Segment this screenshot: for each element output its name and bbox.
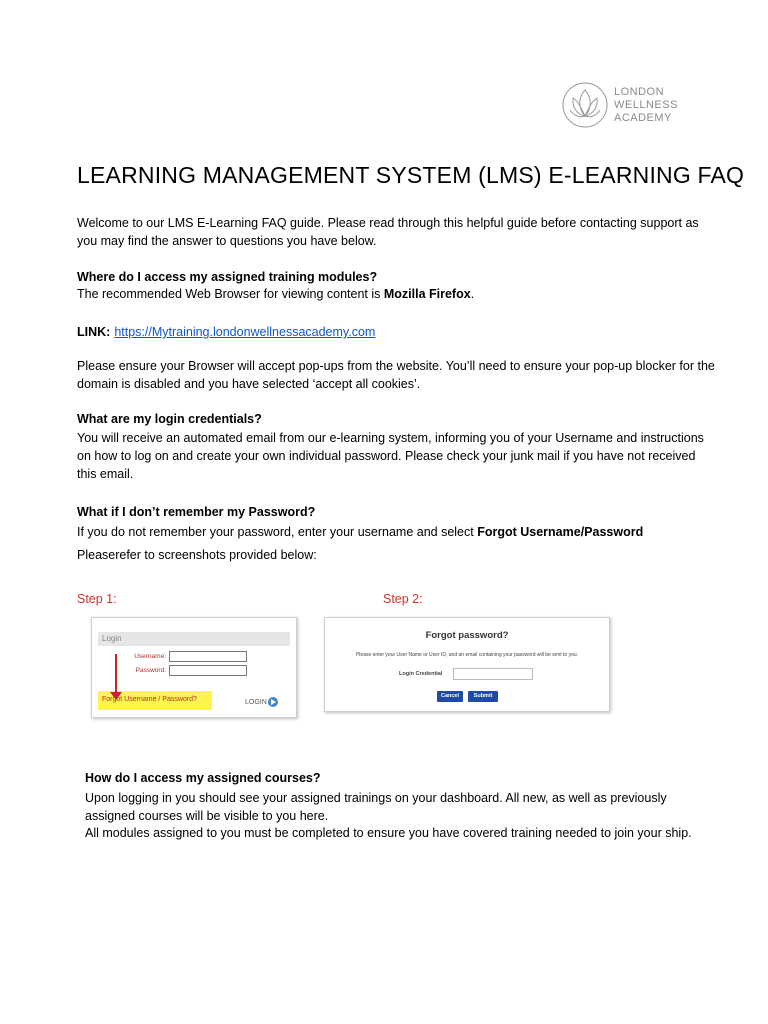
page-title: LEARNING MANAGEMENT SYSTEM (LMS) E-LEARNING FAQ [77, 162, 745, 188]
red-arrow-icon [115, 654, 117, 694]
london-wellness-academy-logo [560, 80, 680, 130]
credentials-heading: What are my login credentials? [77, 412, 262, 426]
password-field [169, 665, 247, 676]
training-site-link[interactable]: https://Mytraining.londonwellnessacademy.com [114, 325, 376, 339]
forgot-instruction: Please enter your User Name or User ID, and an email containing your password will be sent to you. [355, 652, 579, 658]
access-heading: Where do I access my assigned training modules? [77, 270, 378, 284]
lotus-icon [560, 80, 610, 130]
logo-line: ACADEMY [614, 112, 672, 124]
access-text-end: . [470, 287, 475, 301]
intro-paragraph: Welcome to our LMS E-Learning FAQ guide. Please read through this helpful guide before contacting support as you may find the answer to questions you have below. [77, 216, 699, 248]
username-label: Username: [134, 653, 166, 660]
password-paragraph [77, 523, 717, 541]
arrow-head-icon [110, 692, 122, 700]
login-screenshot [91, 617, 297, 718]
courses-paragraph-1: Upon logging in you should see your assigned trainings on your dashboard. All new, as well as previously assigned courses will be visible to you here. [85, 791, 667, 823]
login-arrow-icon [268, 697, 278, 707]
forgot-password-screenshot [324, 617, 610, 712]
popups-paragraph: Please ensure your Browser will accept pop-ups from the website. You’ll need to ensure your pop-up blocker for the domain is disabled and you have selected ‘accept all cookies’. [77, 359, 715, 391]
access-text: The recommended Web Browser for viewing content is [77, 287, 384, 301]
password-text: If you do not remember your password, enter your username and select [77, 525, 478, 539]
link-row [77, 323, 375, 341]
step-1-label: Step 1: [77, 592, 117, 606]
login-header-bar [98, 632, 290, 646]
login-button [245, 697, 278, 707]
refer-paragraph: Pleaserefer to screenshots provided below: [77, 548, 317, 562]
courses-paragraph-2: All modules assigned to you must be completed to ensure you have covered training needed to join your ship. [85, 826, 692, 840]
logo-line: WELLNESS [614, 99, 678, 111]
logo-wordmark [614, 86, 678, 125]
forgot-action-name: Forgot Username/Password [477, 525, 644, 539]
login-header: Login [102, 634, 122, 643]
browser-name: Mozilla Firefox [383, 287, 471, 301]
courses-heading: How do I access my assigned courses? [85, 771, 321, 785]
credential-field [453, 668, 533, 680]
access-paragraph [77, 285, 717, 303]
step-2-label: Step 2: [383, 592, 423, 606]
login-button-label: LOGIN [245, 698, 267, 706]
password-heading: What if I don’t remember my Password? [77, 505, 316, 519]
logo-line: LONDON [614, 86, 665, 98]
credentials-paragraph: You will receive an automated email from our e-learning system, informing you of your Username and instructions on how to log on and create your own individual password. Please check your junk mail if you have not received this email. [77, 431, 704, 481]
forgot-link: Forgot Username / Password? [102, 696, 197, 703]
cancel-button: Cancel [437, 691, 463, 702]
credential-label: Login Credential [399, 671, 443, 677]
password-label: Password: [135, 667, 166, 674]
username-field [169, 651, 247, 662]
submit-button: Submit [468, 691, 498, 702]
link-label: LINK: [77, 325, 111, 339]
forgot-title: Forgot password? [425, 630, 509, 641]
